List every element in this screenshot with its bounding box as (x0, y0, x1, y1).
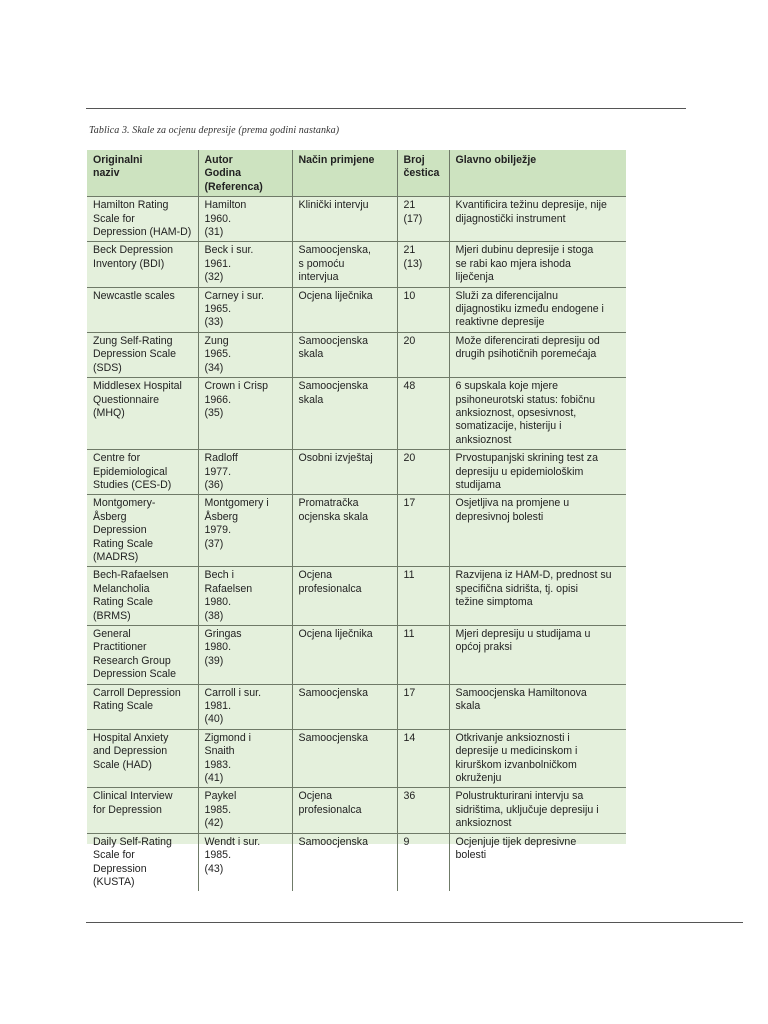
cell-text: Osobni izvještaj (298, 452, 373, 465)
cell-text: for Depression (93, 803, 162, 816)
cell-text: (40) (204, 713, 224, 726)
cell-text: Samoocjenska (298, 686, 368, 699)
cell-text: (BRMS) (93, 609, 131, 622)
cell-text: (KUSTA) (93, 875, 135, 888)
cell-item-count (397, 495, 449, 567)
header-administration (292, 150, 397, 197)
cell-text: specifična sidrišta, tj. opisi (455, 582, 578, 595)
cell-text: Research Group (93, 654, 171, 667)
cell-text: Kvantificira težinu depresije, nije (455, 199, 607, 212)
cell-main-feature (449, 788, 626, 833)
cell-text: Osjetljiva na promjene u (455, 497, 570, 510)
cell-text: anksioznost, opsesivnost, (455, 406, 577, 419)
cell-text: 17 (403, 497, 416, 510)
cell-item-count (397, 729, 449, 788)
cell-text: 1965. (204, 348, 232, 361)
cell-administration (292, 332, 397, 377)
cell-text: Carney i sur. (204, 289, 264, 302)
header-main-feature (449, 150, 626, 197)
cell-author-year (198, 450, 292, 495)
cell-text: 21 (403, 199, 416, 212)
cell-administration (292, 378, 397, 450)
cell-item-count (397, 287, 449, 332)
cell-main-feature (449, 242, 626, 287)
cell-original-name (87, 833, 198, 891)
cell-item-count (397, 450, 449, 495)
cell-text: 10 (403, 289, 416, 302)
table-row (87, 287, 626, 332)
cell-original-name (87, 287, 198, 332)
cell-author-year (198, 197, 292, 242)
cell-text: 9 (403, 835, 410, 848)
depression-scales-table (87, 150, 626, 891)
cell-text: Promatračka (298, 497, 359, 510)
cell-text: Rating Scale (93, 700, 154, 713)
cell-text: se rabi kao mjera ishoda (455, 257, 571, 270)
cell-text: Ocjena (298, 790, 333, 803)
cell-text: dijagnostički instrument (455, 212, 566, 225)
cell-text: skala (298, 348, 324, 361)
cell-text: bolesti (455, 849, 487, 862)
table-row (87, 495, 626, 567)
bottom-rule (86, 922, 743, 923)
cell-text: Carroll i sur. (204, 686, 262, 699)
table-row (87, 567, 626, 626)
cell-text: Gringas (204, 628, 242, 640)
cell-text: skala (298, 393, 324, 406)
header-text: (Referenca) (204, 180, 263, 193)
cell-text: Snaith (204, 745, 235, 758)
depression-scales-table-container (87, 150, 626, 888)
header-item-count (397, 150, 449, 197)
cell-text: skala (455, 700, 481, 713)
cell-text: težine simptoma (455, 596, 533, 609)
cell-main-feature (449, 626, 626, 685)
cell-original-name (87, 626, 198, 685)
cell-item-count (397, 833, 449, 891)
cell-administration (292, 684, 397, 729)
cell-text: kirurškom izvanbolničkom (455, 758, 577, 771)
cell-text: Samoocjenska (298, 380, 368, 393)
cell-text: Samoocjenska, (298, 244, 371, 257)
cell-text: Radloff (204, 452, 238, 465)
cell-administration (292, 567, 397, 626)
cell-administration (292, 287, 397, 332)
cell-text: Middlesex Hospital (93, 380, 182, 393)
cell-text: Montgomery- (93, 497, 156, 510)
cell-text: Depression (93, 524, 147, 537)
cell-text: 1981. (204, 700, 232, 713)
cell-text: Bech-Rafaelsen (93, 569, 169, 582)
table-row (87, 197, 626, 242)
cell-text: Carroll Depression (93, 686, 181, 699)
cell-text: Daily Self-Rating (93, 835, 172, 848)
cell-text: Scale for (93, 849, 135, 862)
cell-text: (38) (204, 609, 224, 622)
cell-text: Zigmond i (204, 731, 252, 744)
cell-text: 1985. (204, 803, 232, 816)
cell-text: 36 (403, 790, 416, 803)
cell-administration (292, 729, 397, 788)
header-text: Godina (204, 167, 241, 180)
cell-text: Inventory (BDI) (93, 257, 165, 270)
cell-text: Melancholia (93, 582, 150, 595)
cell-text: Ocjena liječnika (298, 289, 373, 302)
cell-text: 48 (403, 380, 416, 393)
cell-text: (42) (204, 817, 224, 830)
header-text: Broj (403, 154, 425, 166)
cell-author-year (198, 332, 292, 377)
cell-text: depresivnoj bolesti (455, 510, 544, 523)
cell-text: (35) (204, 406, 224, 419)
cell-text: 20 (403, 334, 416, 347)
cell-text: 1985. (204, 849, 232, 862)
cell-text: Åsberg (204, 510, 239, 523)
cell-text: somatizacije, histeriju i (455, 420, 562, 433)
cell-text: (41) (204, 772, 224, 785)
cell-text: Ocjena (298, 569, 333, 582)
cell-text: 1960. (204, 212, 232, 225)
cell-item-count (397, 788, 449, 833)
cell-text: (34) (204, 361, 224, 374)
cell-text: Hamilton Rating (93, 199, 169, 212)
cell-text: (32) (204, 271, 224, 284)
cell-text: Depression (HAM-D) (93, 226, 192, 239)
header-text: Način primjene (298, 154, 375, 166)
cell-author-year (198, 242, 292, 287)
cell-text: intervjua (298, 271, 339, 284)
cell-text: depresije u medicinskom i (455, 745, 578, 758)
cell-text: Epidemiological (93, 465, 168, 478)
cell-main-feature (449, 287, 626, 332)
cell-text: (33) (204, 316, 224, 329)
cell-main-feature (449, 567, 626, 626)
cell-text: Samoocjenska (298, 334, 368, 347)
cell-text: Samoocjenska (298, 731, 368, 744)
table-header-row (87, 150, 626, 197)
cell-main-feature (449, 332, 626, 377)
cell-text: profesionalca (298, 582, 362, 595)
cell-original-name (87, 197, 198, 242)
table-body (87, 197, 626, 892)
header-text: čestica (403, 167, 440, 180)
cell-original-name (87, 332, 198, 377)
cell-administration (292, 833, 397, 891)
cell-item-count (397, 197, 449, 242)
cell-text: Bech i (204, 569, 234, 582)
cell-text: (MHQ) (93, 406, 125, 419)
cell-text: 1966. (204, 393, 232, 406)
cell-text: Mjeri dubinu depresije i stoga (455, 244, 594, 257)
cell-text: 1977. (204, 465, 232, 478)
cell-author-year (198, 567, 292, 626)
header-text: Originalni (93, 154, 143, 166)
cell-text: općoj praksi (455, 641, 513, 654)
cell-text: (36) (204, 478, 224, 491)
cell-main-feature (449, 833, 626, 891)
cell-original-name (87, 567, 198, 626)
cell-text: Zung (204, 334, 229, 347)
cell-main-feature (449, 729, 626, 788)
cell-text: Služi za diferencijalnu (455, 289, 558, 302)
cell-text: drugih psihotičnih poremećaja (455, 348, 597, 361)
cell-text: (39) (204, 654, 224, 667)
cell-text: Scale for (93, 212, 135, 225)
cell-administration (292, 788, 397, 833)
cell-original-name (87, 450, 198, 495)
cell-text: Crown i Crisp (204, 380, 269, 393)
cell-administration (292, 450, 397, 495)
cell-author-year (198, 378, 292, 450)
cell-text: Hamilton (204, 199, 247, 212)
cell-text: 11 (403, 569, 415, 582)
cell-item-count (397, 242, 449, 287)
cell-text: s pomoću (298, 257, 345, 270)
cell-main-feature (449, 684, 626, 729)
cell-text: anksioznost (455, 817, 512, 830)
cell-text: psihoneurotski status: fobičnu (455, 393, 596, 406)
cell-original-name (87, 729, 198, 788)
cell-main-feature (449, 197, 626, 242)
cell-text: 14 (403, 731, 416, 744)
cell-text: Depression (93, 862, 147, 875)
cell-text: Scale (HAD) (93, 758, 152, 771)
cell-text: (17) (403, 212, 423, 225)
header-text: naziv (93, 167, 120, 180)
cell-text: (37) (204, 537, 224, 550)
header-original-name (87, 150, 198, 197)
table-row (87, 242, 626, 287)
cell-text: okruženju (455, 772, 502, 785)
table-row (87, 626, 626, 685)
cell-text: anksioznost (455, 433, 512, 446)
cell-text: Åsberg (93, 510, 127, 523)
cell-text: Clinical Interview (93, 790, 173, 803)
cell-author-year (198, 729, 292, 788)
header-text: Glavno obilježje (455, 154, 537, 166)
cell-author-year (198, 287, 292, 332)
cell-text: Rating Scale (93, 596, 154, 609)
cell-text: Prvostupanjski skrining test za (455, 452, 598, 465)
cell-text: Mjeri depresiju u studijama u (455, 628, 591, 640)
table-row (87, 729, 626, 788)
cell-text: Razvijena iz HAM-D, prednost su (455, 569, 612, 582)
cell-text: profesionalca (298, 803, 362, 816)
cell-text: Studies (CES-D) (93, 478, 172, 491)
cell-item-count (397, 684, 449, 729)
cell-author-year (198, 684, 292, 729)
table-row (87, 833, 626, 891)
cell-text: (31) (204, 226, 224, 239)
cell-text: and Depression (93, 745, 168, 758)
cell-text: 1965. (204, 303, 232, 316)
cell-text: depresiju u epidemiološkim (455, 465, 584, 478)
table-row (87, 788, 626, 833)
cell-text: Ocjena liječnika (298, 628, 373, 640)
cell-text: dijagnostiku između endogene i (455, 303, 604, 316)
cell-text: Practitioner (93, 641, 147, 654)
cell-main-feature (449, 378, 626, 450)
cell-text: Otkrivanje anksioznosti i (455, 731, 570, 744)
cell-text: Polustrukturirani intervju sa (455, 790, 584, 803)
cell-text: Centre for (93, 452, 141, 465)
cell-text: 1980. (204, 641, 232, 654)
cell-main-feature (449, 450, 626, 495)
cell-text: Questionnaire (93, 393, 159, 406)
cell-text: 6 supskala koje mjere (455, 380, 558, 393)
table-row (87, 684, 626, 729)
cell-text: Beck Depression (93, 244, 174, 257)
cell-administration (292, 626, 397, 685)
cell-text: General (93, 628, 131, 640)
cell-original-name (87, 495, 198, 567)
cell-text: studijama (455, 478, 501, 491)
cell-text: Može diferencirati depresiju od (455, 334, 600, 347)
cell-text: Paykel (204, 790, 237, 803)
cell-author-year (198, 626, 292, 685)
cell-text: Ocjenjuje tijek depresivne (455, 835, 577, 848)
cell-text: 1961. (204, 257, 232, 270)
cell-text: Klinički intervju (298, 199, 369, 212)
cell-main-feature (449, 495, 626, 567)
cell-text: Depression Scale (93, 348, 177, 361)
cell-text: Montgomery i (204, 497, 269, 510)
cell-text: Samoocjenska (298, 835, 368, 848)
cell-text: Zung Self-Rating (93, 334, 173, 347)
cell-text: 17 (403, 686, 416, 699)
cell-text: Samoocjenska Hamiltonova (455, 686, 587, 699)
cell-text: (SDS) (93, 361, 122, 374)
cell-original-name (87, 242, 198, 287)
cell-text: Wendt i sur. (204, 835, 261, 848)
cell-text: 21 (403, 244, 416, 257)
cell-author-year (198, 788, 292, 833)
cell-original-name (87, 378, 198, 450)
cell-text: 20 (403, 452, 416, 465)
header-text: Autor (204, 154, 233, 166)
cell-text: Rafaelsen (204, 582, 253, 595)
table-row (87, 450, 626, 495)
cell-author-year (198, 833, 292, 891)
cell-text: Beck i sur. (204, 244, 254, 257)
table-row (87, 332, 626, 377)
cell-text: Hospital Anxiety (93, 731, 169, 744)
cell-original-name (87, 788, 198, 833)
cell-text: 1979. (204, 524, 232, 537)
cell-original-name (87, 684, 198, 729)
cell-administration (292, 242, 397, 287)
cell-text: 11 (403, 628, 415, 640)
cell-text: (43) (204, 862, 224, 875)
cell-text: Rating Scale (93, 537, 154, 550)
header-author-year (198, 150, 292, 197)
cell-administration (292, 197, 397, 242)
cell-text: (13) (403, 257, 423, 270)
cell-text: reaktivne depresije (455, 316, 545, 329)
cell-item-count (397, 378, 449, 450)
top-rule (86, 108, 686, 109)
cell-text: (MADRS) (93, 550, 139, 563)
table-row (87, 378, 626, 450)
cell-item-count (397, 567, 449, 626)
cell-administration (292, 495, 397, 567)
cell-text: liječenja (455, 271, 494, 284)
cell-text: Depression Scale (93, 668, 177, 681)
cell-item-count (397, 332, 449, 377)
cell-text: Newcastle scales (93, 289, 175, 302)
table-caption: Tablica 3. Skale za ocjenu depresije (prema godini nastanka) (89, 125, 340, 136)
cell-text: ocjenska skala (298, 510, 368, 523)
cell-text: 1980. (204, 596, 232, 609)
cell-text: 1983. (204, 758, 232, 771)
cell-author-year (198, 495, 292, 567)
cell-text: sidrištima, uključuje depresiju i (455, 803, 599, 816)
cell-item-count (397, 626, 449, 685)
